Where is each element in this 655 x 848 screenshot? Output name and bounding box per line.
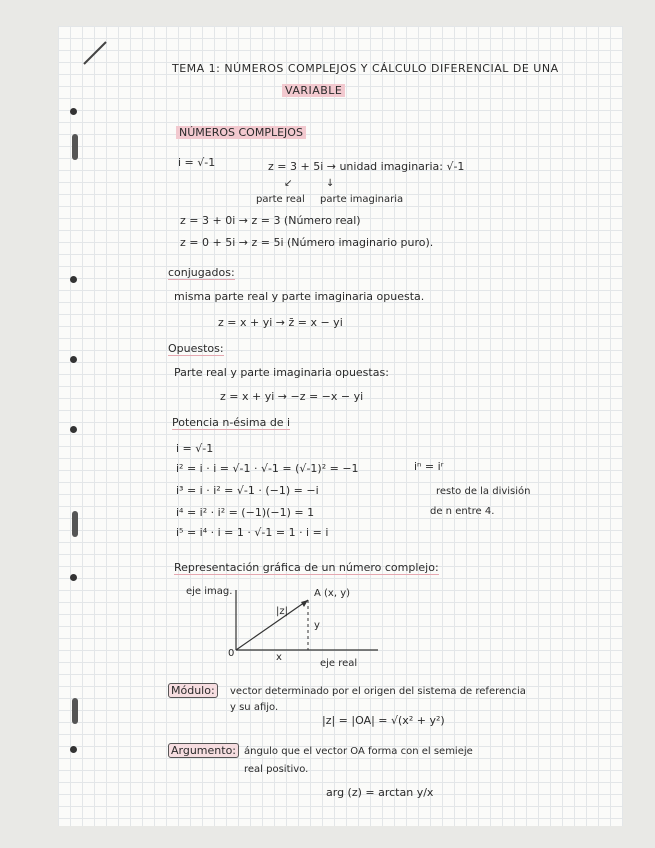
modulo-text-2: y su afijo.	[230, 702, 279, 713]
title-line-1: TEMA 1: NÚMEROS COMPLEJOS Y CÁLCULO DIFERENCIAL DE UNA	[172, 62, 559, 75]
binder-hole	[70, 276, 77, 283]
conjugados-text: misma parte real y parte imaginaria opuesta.	[174, 290, 425, 303]
section-complejos: NÚMEROS COMPLEJOS	[176, 126, 306, 139]
label-parte-imaginaria: parte imaginaria	[320, 194, 404, 205]
binder-ring	[72, 511, 78, 537]
conjugados-formula: z = x + yi → z̄ = x − yi	[218, 316, 343, 329]
modulo-formula: |z| = |OA| = √(x² + y²)	[322, 714, 445, 727]
notebook-page: TEMA 1: NÚMEROS COMPLEJOS Y CÁLCULO DIFERENCIAL DE UNA VARIABLE NÚMEROS COMPLEJOS i = √-1 z = 3 + 5i → unidad imaginaria: √-1 ↙ ↓ parte real parte imaginaria z = 3 + 0i → z = 3 (Número real) z = 0 + 5i → z = 5i (Número imaginario puro). conjugados: misma parte real y parte imaginaria opuesta. z = x + yi → z̄ = x − yi Opuestos: Parte real y parte imaginaria opuestas: z = x + yi → −z = −x − yi Potencia n-ésima de i i = √-1 i² = i · i = √-1 · √-1 = (√-1)² = −1 i³ = i · i² = √-1 · (−1) = −i i⁴ = i² · i² = (−1)(−1) = 1 i⁵ = i⁴ · i = 1 · √-1 = 1 · i = i iⁿ = iʳ resto de la división de n entre 4. Representación gráfica de un número complejo: eje imag. eje real A (x, y) |z| 0 x y Módulo: vector determinado por el origen del sistema de referencia y su afijo. |z| = |OA| = √(x² + y²) Argumento: ángulo que el vector OA forma con el semieje real positivo. arg (z) = arctan y/x	[58, 26, 623, 826]
modulus-label: |z|	[276, 606, 288, 617]
title-line-2: VARIABLE	[282, 84, 345, 97]
conjugados-heading: conjugados:	[168, 266, 235, 279]
y-label: y	[314, 620, 320, 631]
binder-hole	[70, 426, 77, 433]
vector-oa	[236, 600, 308, 650]
potencia-line: i³ = i · i² = √-1 · (−1) = −i	[176, 484, 319, 497]
binder-hole	[70, 356, 77, 363]
imag-example: z = 0 + 5i → z = 5i (Número imaginario puro).	[180, 236, 434, 249]
potencia-line: i⁴ = i² · i² = (−1)(−1) = 1	[176, 506, 315, 519]
representacion-heading: Representación gráfica de un número complejo:	[174, 561, 439, 574]
i-definition: i = √-1	[178, 156, 216, 169]
modulo-text-1: vector determinado por el origen del sistema de referencia	[230, 686, 526, 697]
origin-label: 0	[228, 648, 235, 659]
potencia-rest-2: de n entre 4.	[430, 506, 495, 517]
binder-ring	[72, 134, 78, 160]
z-example: z = 3 + 5i → unidad imaginaria: √-1	[268, 160, 465, 173]
opuestos-formula: z = x + yi → −z = −x − yi	[220, 390, 364, 403]
pen-stroke	[80, 38, 110, 68]
argumento-formula: arg (z) = arctan y/x	[326, 786, 434, 799]
point-label: A (x, y)	[314, 588, 351, 599]
binder-hole	[70, 746, 77, 753]
y-axis-label: eje imag.	[186, 586, 233, 597]
modulo-heading: Módulo:	[168, 683, 218, 698]
label-parte-real: parte real	[256, 194, 305, 205]
potencia-rest-1: resto de la división	[436, 486, 531, 497]
opuestos-text: Parte real y parte imaginaria opuestas:	[174, 366, 389, 379]
potencia-rule: iⁿ = iʳ	[414, 460, 444, 473]
real-example: z = 3 + 0i → z = 3 (Número real)	[180, 214, 361, 227]
potencia-heading: Potencia n-ésima de i	[172, 416, 291, 429]
binder-ring	[72, 698, 78, 724]
potencia-line: i = √-1	[176, 442, 214, 455]
x-label: x	[276, 652, 282, 663]
argumento-heading: Argumento:	[168, 743, 239, 758]
potencia-line: i² = i · i = √-1 · √-1 = (√-1)² = −1	[176, 462, 359, 475]
argumento-text-2: real positivo.	[244, 764, 309, 775]
binder-hole	[70, 108, 77, 115]
potencia-line: i⁵ = i⁴ · i = 1 · √-1 = 1 · i = i	[176, 526, 329, 539]
x-axis-label: eje real	[320, 658, 358, 669]
vector-arrowhead	[301, 600, 308, 607]
opuestos-heading: Opuestos:	[168, 342, 224, 355]
binder-hole	[70, 574, 77, 581]
argumento-text-1: ángulo que el vector OA forma con el semieje	[244, 746, 473, 757]
